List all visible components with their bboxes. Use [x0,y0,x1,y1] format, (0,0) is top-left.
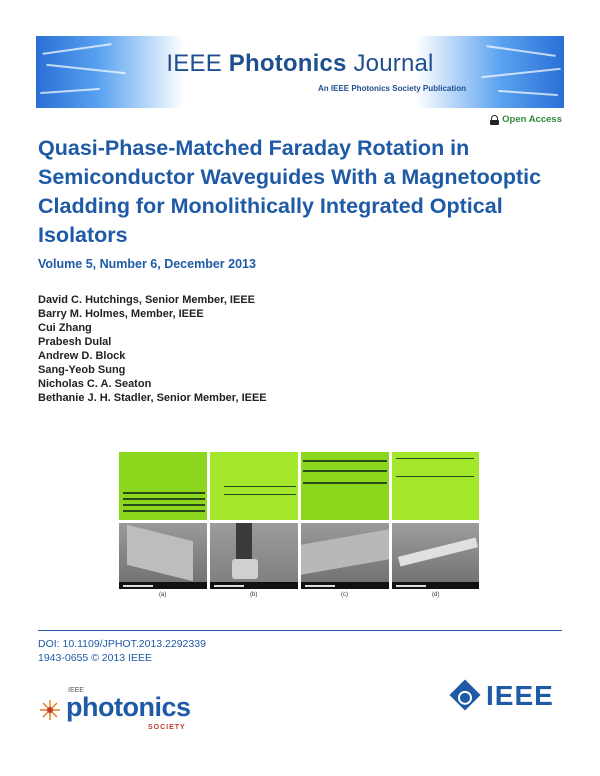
sem-image-c [301,523,389,589]
doi-text: DOI: 10.1109/JPHOT.2013.2292339 [38,638,206,650]
journal-name: Photonics [228,50,347,77]
panel-label: (c) [341,592,348,598]
author: Bethanie J. H. Stadler, Senior Member, IEEE [38,392,267,404]
open-lock-icon [490,115,499,125]
author: Andrew D. Block [38,350,126,362]
cover-figure [119,452,479,602]
panel-label: (d) [432,592,440,598]
volume-info: Volume 5, Number 6, December 2013 [38,257,256,271]
ieee-logo [452,680,562,716]
author: Prabesh Dulal [38,336,112,348]
society-name: photonics [66,692,191,722]
author: David C. Hutchings, Senior Member, IEEE [38,294,255,306]
micrograph-c [301,452,389,520]
starburst-icon [40,700,60,720]
open-access-badge [490,114,562,125]
micrograph-a [119,452,207,520]
footer-divider [38,630,562,631]
journal-suffix: Journal [353,50,434,77]
journal-prefix: IEEE [166,50,222,77]
open-access-label: Open Access [502,114,562,125]
micrograph-b [210,452,298,520]
publication-info [38,637,206,665]
ieee-wordmark: IEEE [486,680,554,711]
author: Nicholas C. A. Seaton [38,378,152,390]
photonics-society-logo [38,684,238,734]
sem-image-d [392,523,479,589]
panel-label: (a) [159,592,167,598]
journal-title [36,50,564,78]
micrograph-d [392,452,479,520]
sem-image-b [210,523,298,589]
author: Sang-Yeob Sung [38,364,126,376]
society-ieee-label: IEEE [68,687,84,694]
author-list [38,293,267,405]
sem-image-a [119,523,207,589]
journal-banner [36,36,564,108]
journal-subtitle: An IEEE Photonics Society Publication [318,84,467,93]
panel-label: (b) [250,592,258,598]
society-sub-label: SOCIETY [148,724,186,731]
issn-text: 1943-0655 © 2013 IEEE [38,652,152,664]
ieee-diamond-icon [449,679,480,710]
paper-title: Quasi-Phase-Matched Faraday Rotation in Semiconductor Waveguides With a Magnetooptic Cladding for Monolithically Integrated Optical Isolators [38,136,542,247]
author: Barry M. Holmes, Member, IEEE [38,308,204,320]
banner-decoration [40,88,100,94]
banner-decoration [498,90,558,96]
author: Cui Zhang [38,322,92,334]
